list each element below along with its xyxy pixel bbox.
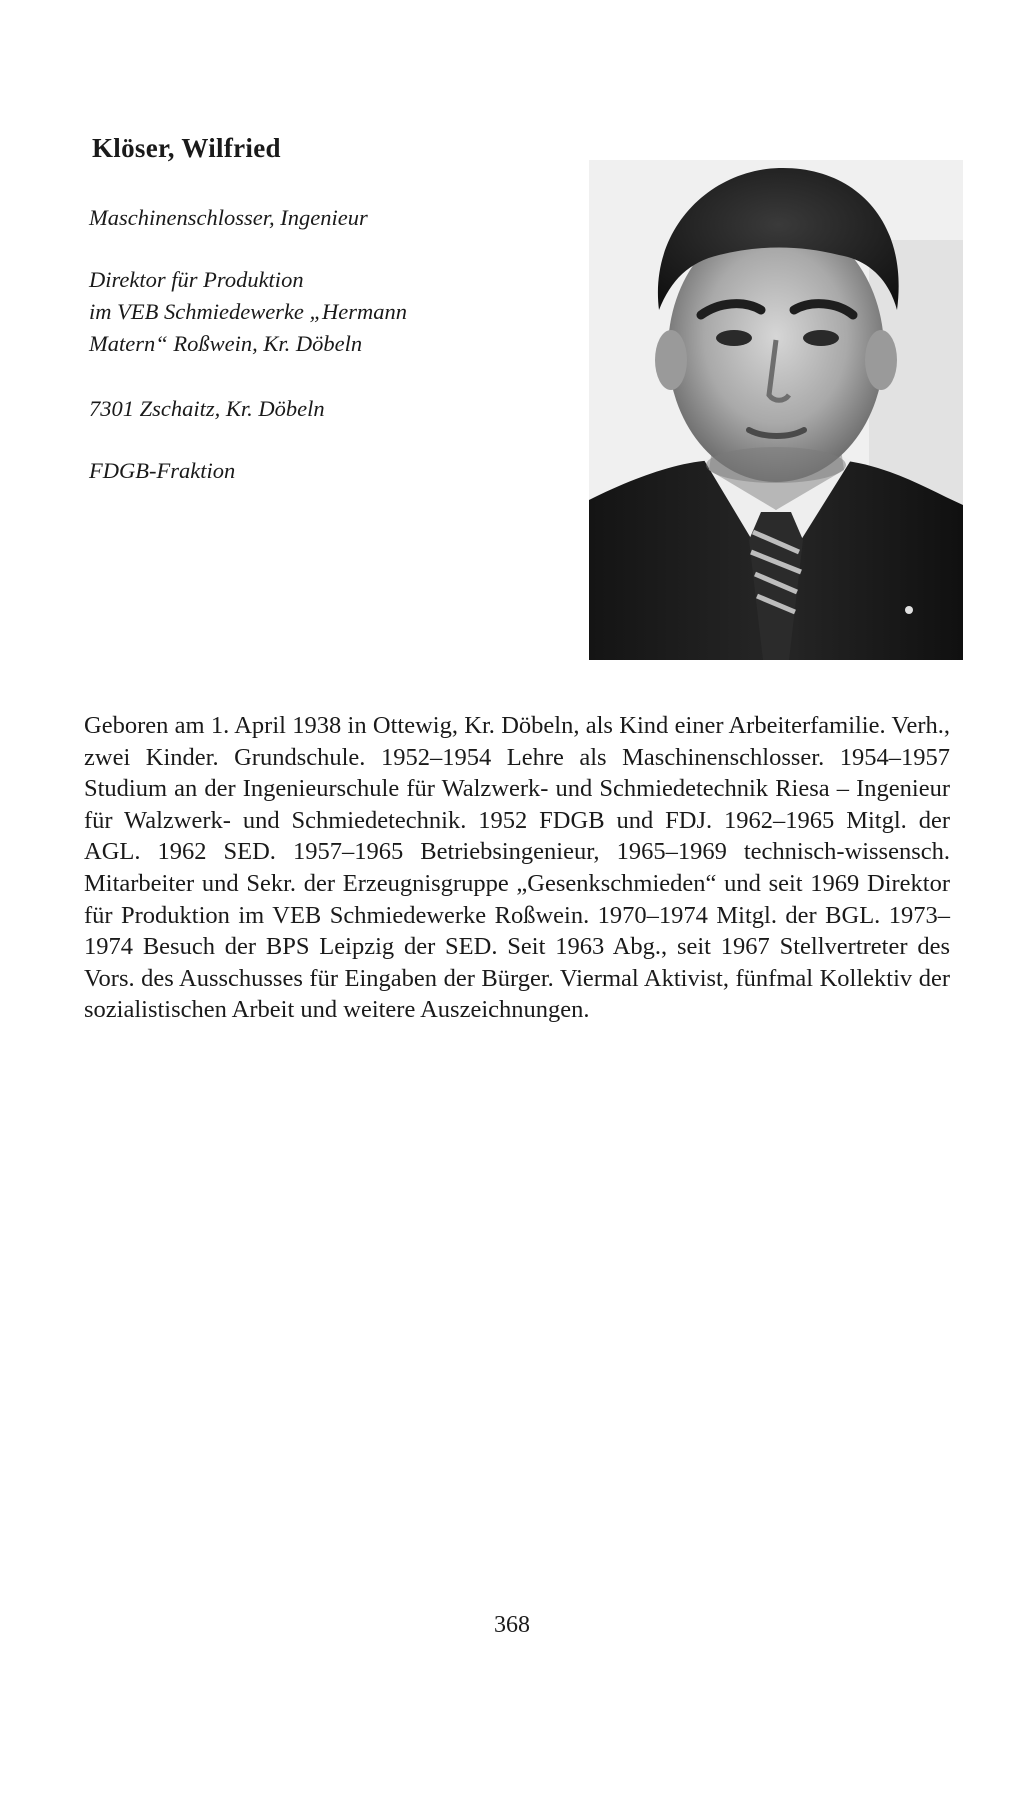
position-line: im VEB Schmiedewerke „Hermann bbox=[89, 299, 408, 324]
biography-text: Geboren am 1. April 1938 in Ottewig, Kr. Döbeln, als Kind einer Arbeiterfamilie. Verh., zwei Kinder. Grundschule. 1952–1954 Lehre als Maschinenschlosser. 1954–1957 Studium an der Ingenieurschule für Walzwerk- und Schmiedetechnik Riesa – Ingenieur für Walzwerk- und Schmiedetechnik. 1952 FDGB und FDJ. 1962–1965 Mitgl. der AGL. 1962 SED. 1957–1965 Betriebsingenieur, 1965–1969 technisch-wissensch. Mitarbeiter und Sekr. der Erzeugnisgruppe „Gesenkschmieden“ und seit 1969 Direktor für Produktion im VEB Schmiedewerke Roßwein. 1970–1974 Mitgl. der BGL. 1973–1974 Besuch der BPS Leipzig der SED. Seit 1963 Abg., seit 1967 Stellvertreter des Vors. des Ausschusses für Eingaben der Bürger. Viermal Aktivist, fünfmal Kollektiv der sozialistischen Arbeit und weitere Auszeichnungen. bbox=[84, 712, 950, 1024]
portrait-photo bbox=[589, 160, 963, 660]
faction: FDGB-Fraktion bbox=[89, 458, 236, 483]
position-line: Matern“ Roßwein, Kr. Döbeln bbox=[89, 331, 363, 356]
position-line: Direktor für Produktion bbox=[89, 267, 304, 292]
page-number: 368 bbox=[494, 1612, 530, 1638]
occupation: Maschinenschlosser, Ingenieur bbox=[89, 205, 368, 230]
address: 7301 Zschaitz, Kr. Döbeln bbox=[89, 396, 325, 421]
position-block bbox=[89, 264, 559, 360]
person-name: Klöser, Wilfried bbox=[92, 133, 281, 163]
